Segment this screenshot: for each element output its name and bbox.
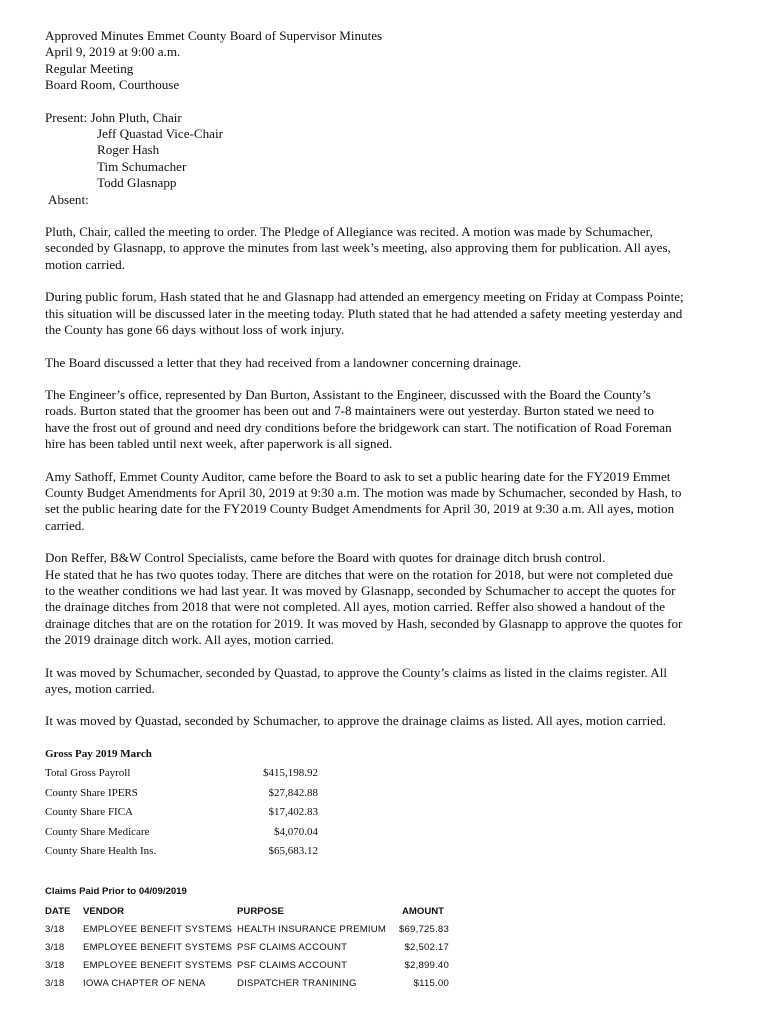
paragraph-auditor — [45, 469, 735, 535]
gross-pay-row — [45, 823, 345, 843]
text-line: Don Reffer, B&W Control Specialists, came before the Board with quotes for drainage ditch brush control. — [45, 550, 606, 566]
header-purpose: PURPOSE — [237, 906, 284, 917]
member: Jeff Quastad Vice-Chair — [97, 126, 223, 142]
text-line: the 2019 drainage ditch work. All ayes, motion carried. — [45, 632, 335, 648]
claim-amount: $2,502.17 — [404, 942, 449, 953]
text-line: this situation will be discussed later in the meeting today. Pluth stated that he had attended a safety meeting yesterday and — [45, 305, 683, 321]
table-row — [45, 942, 449, 960]
gross-pay-section — [45, 748, 345, 862]
paragraph-engineer — [45, 387, 735, 453]
claims-title: Claims Paid Prior to 04/09/2019 — [45, 886, 187, 897]
claim-amount: $2,899.40 — [404, 960, 449, 971]
text-line: the County has gone 66 days without loss of work injury. — [45, 322, 345, 338]
text-line: motion carried. — [45, 256, 125, 272]
gross-pay-amount: $4,070.04 — [274, 825, 318, 838]
claims-section — [45, 886, 449, 996]
claim-amount: $115.00 — [413, 978, 449, 989]
text-line: During public forum, Hash stated that he and Glasnapp had attended an emergency meeting on Friday at Compass Pointe; — [45, 289, 684, 305]
paragraph-drainage-claims — [45, 713, 735, 729]
text-line: He stated that he has two quotes today. There are ditches that were on the rotation for 2018, but were not completed due — [45, 566, 673, 582]
claim-vendor: IOWA CHAPTER OF NENA — [83, 978, 206, 989]
paragraph-call-to-order — [45, 224, 735, 273]
claim-date: 3/18 — [45, 924, 65, 935]
header-vendor: VENDOR — [83, 906, 125, 917]
claim-vendor: EMPLOYEE BENEFIT SYSTEMS — [83, 942, 233, 953]
header-date: DATE — [45, 906, 71, 917]
text-line: ayes, motion carried. — [45, 681, 155, 696]
member: Roger Hash — [97, 142, 160, 158]
paragraph-drainage-letter — [45, 355, 735, 371]
table-row — [45, 924, 449, 942]
claims-table — [45, 906, 449, 996]
claim-amount: $69,725.83 — [398, 924, 449, 935]
document-header — [45, 28, 735, 94]
meeting-location: Board Room, Courthouse — [45, 77, 180, 93]
meeting-date: April 9, 2019 at 9:00 a.m. — [45, 44, 181, 60]
text-line: set the public hearing date for the FY2019 County Budget Amendments for April 30, 2019 at 9:30 a.m. All ayes, motion — [45, 501, 675, 517]
table-row — [45, 978, 449, 996]
table-row — [45, 960, 449, 978]
text-line: to the weather conditions we had last year. It was moved by Glasnapp, seconded by Schumacher to accept the quotes for — [45, 582, 676, 598]
header-amount: AMOUNT — [401, 906, 445, 917]
gross-pay-amount: $17,402.83 — [268, 806, 318, 818]
gross-pay-row — [45, 784, 345, 804]
text-line: It was moved by Quastad, seconded by Schumacher, to approve the drainage claims as listed. All ayes, motion carried. — [45, 713, 666, 729]
text-line: It was moved by Schumacher, seconded by Quastad, to approve the County’s claims as listed in the claims register. All — [45, 664, 668, 680]
member: Tim Schumacher — [97, 158, 187, 174]
paragraph-public-forum — [45, 289, 735, 338]
claim-purpose: PSF CLAIMS ACCOUNT — [237, 942, 348, 953]
gross-pay-label: County Share FICA — [45, 806, 133, 818]
claim-date: 3/18 — [45, 978, 65, 989]
text-line: Pluth, Chair, called the meeting to order. The Pledge of Allegiance was recited. A motion was made by Schumacher, — [45, 224, 653, 240]
text-line: The Engineer’s office, represented by Dan Burton, Assistant to the Engineer, discussed with the Board the County’s — [45, 386, 651, 402]
claim-purpose: PSF CLAIMS ACCOUNT — [237, 960, 348, 971]
claim-purpose: DISPATCHER TRANINING — [237, 978, 357, 989]
claim-purpose: HEALTH INSURANCE PREMIUM — [237, 924, 387, 935]
text-line: Amy Sathoff, Emmet County Auditor, came before the Board to ask to set a public hearing date for the FY2019 Emmet — [45, 468, 671, 484]
present-label: Present: John Pluth, Chair — [45, 109, 182, 125]
gross-pay-row — [45, 803, 345, 823]
gross-pay-label: County Share Medicare — [45, 825, 150, 838]
paragraph-claims-approval — [45, 665, 735, 698]
gross-pay-amount: $65,683.12 — [268, 845, 318, 857]
text-line: hire has been tabled until next week, after paperwork is all signed. — [45, 436, 393, 452]
text-line: carried. — [45, 517, 85, 533]
paragraph-drainage-quotes — [45, 550, 735, 648]
gross-pay-label: County Share IPERS — [45, 786, 138, 799]
claims-header-row — [45, 906, 449, 924]
claim-date: 3/18 — [45, 942, 65, 953]
text-line: drainage ditches that are on the rotation for 2019. It was moved by Hash, seconded by Glasnapp to approve the quotes for — [45, 615, 683, 631]
text-line: the drainage ditches from 2018 that were not completed. All ayes, motion carried. Reffer also showed a handout of the — [45, 599, 666, 615]
gross-pay-amount: $27,842.88 — [268, 786, 318, 799]
meeting-type: Regular Meeting — [45, 60, 134, 76]
claim-vendor: EMPLOYEE BENEFIT SYSTEMS — [83, 960, 233, 971]
text-line: roads. Burton stated that the groomer has been out and 7-8 maintainers were out yesterday. Burton stated we need to — [45, 403, 654, 419]
text-line: seconded by Glasnapp, to approve the minutes from last week’s meeting, also approving them for publication. All ayes, — [45, 240, 671, 256]
gross-pay-row — [45, 842, 345, 862]
text-line: have the frost out of ground and need dry conditions before the bridgework can start. The notification of Road Foreman — [45, 419, 672, 435]
gross-pay-row — [45, 764, 345, 784]
claim-vendor: EMPLOYEE BENEFIT SYSTEMS — [83, 924, 233, 935]
gross-pay-label: Total Gross Payroll — [45, 767, 131, 779]
document-title: Approved Minutes Emmet County Board of Supervisor Minutes — [45, 28, 383, 43]
absent-label: Absent: — [48, 191, 89, 207]
minutes-body — [45, 28, 735, 730]
claim-date: 3/18 — [45, 960, 65, 971]
member: Todd Glasnapp — [97, 175, 177, 191]
gross-pay-title: Gross Pay 2019 March — [45, 748, 152, 760]
text-line: The Board discussed a letter that they had received from a landowner concerning drainage. — [45, 354, 522, 370]
gross-pay-label: County Share Health Ins. — [45, 845, 157, 857]
attendance — [45, 110, 735, 208]
gross-pay-amount: $415,198.92 — [263, 767, 318, 779]
text-line: County Budget Amendments for April 30, 2019 at 9:30 a.m. The motion was made by Schumacher, seconded by Hash, to — [45, 484, 682, 500]
